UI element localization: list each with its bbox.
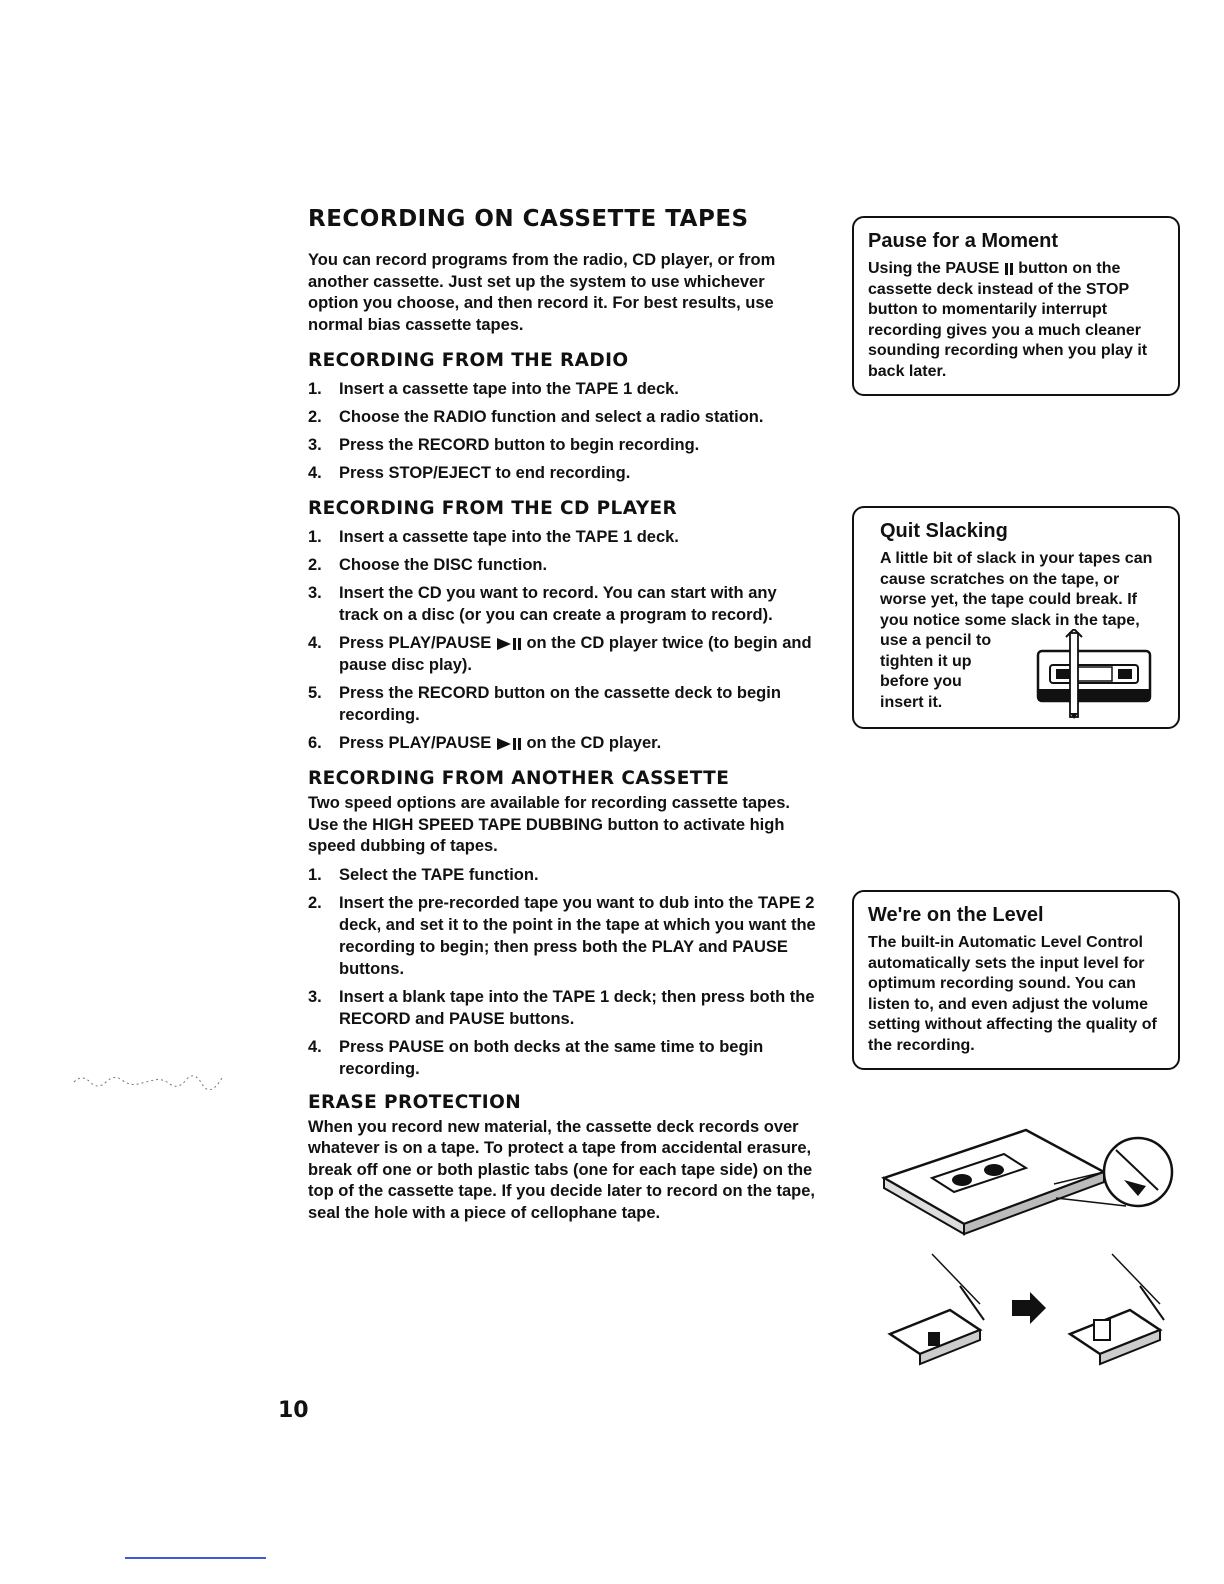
section-text: When you record new material, the cassette deck records over whatever is on a tape. To protect a tape from accidental erasure, break off one or both plastic tabs (one for each tape side) on the top of the cassette tape. If you decide later to record on the tape, seal the hole with a piece of cellophane tape.	[308, 1117, 816, 1222]
step-text: Press STOP/EJECT to end recording.	[339, 464, 631, 482]
step-text: Press the RECORD button on the cassette deck to begin recording.	[339, 684, 781, 724]
list-item	[308, 632, 818, 676]
page-title: RECORDING ON CASSETTE TAPES	[308, 206, 749, 232]
step-text: Insert a cassette tape into the TAPE 1 deck.	[339, 528, 679, 546]
cassette-tab-illustration	[876, 1120, 1176, 1250]
step-text: Insert the CD you want to record. You can start with any track on a disc (or you can create a program to record).	[339, 584, 777, 624]
tip-box-pause	[852, 216, 1180, 396]
tip-box-level	[852, 890, 1180, 1070]
list-item	[308, 1036, 818, 1080]
step-text: on the CD player twice (to begin and pause disc play).	[339, 634, 812, 674]
tip-text	[868, 259, 1164, 382]
list-item	[308, 526, 818, 548]
list-item	[308, 406, 818, 428]
list-item	[308, 434, 818, 456]
tip-line: insert it.	[880, 693, 943, 711]
steps-list	[308, 526, 818, 754]
list-item	[308, 986, 818, 1030]
tip-with-figure	[880, 631, 1164, 715]
pause-icon	[1004, 262, 1014, 276]
tip-text-part: button on the cassette deck instead of the STOP button to momentarily interrupt recording gives you a much cleaner sounding recording when you play it back later.	[868, 260, 1148, 380]
main-column	[308, 206, 818, 1224]
step-number: 4.	[308, 1037, 322, 1056]
tip-title: Quit Slacking	[880, 520, 1008, 542]
tip-text: A little bit of slack in your tapes can cause scratches on the tape, or worse yet, the tape could break. If you notice some slack in the tape,	[880, 550, 1153, 629]
step-text: Press PLAY/PAUSE	[339, 734, 492, 752]
step-number: 3.	[308, 987, 322, 1006]
steps-list	[308, 378, 818, 484]
list-item	[308, 864, 818, 886]
section-heading: RECORDING FROM THE RADIO	[308, 350, 629, 371]
section-heading: ERASE PROTECTION	[308, 1091, 522, 1113]
list-item	[308, 582, 818, 626]
step-number: 2.	[308, 556, 322, 574]
steps-list	[308, 864, 818, 1080]
step-text: Insert a cassette tape into the TAPE 1 deck.	[339, 380, 679, 398]
list-item	[308, 682, 818, 726]
list-item	[308, 378, 818, 400]
list-item	[308, 462, 818, 484]
step-number: 4.	[308, 464, 322, 482]
list-item	[308, 892, 818, 980]
section-intro: Two speed options are available for recording cassette tapes. Use the HIGH SPEED TAPE DUBBING button to activate high speed dubbing of tapes.	[308, 794, 791, 855]
intro-paragraph: You can record programs from the radio, CD player, or from another cassette. Just set up the system to use whichever option you choose, and then record it. For best results, use normal bias cassette tapes.	[308, 251, 776, 334]
tip-text: The built-in Automatic Level Control automatically sets the input level for optimum recording sound. You can listen to, and even adjust the volume setting without affecting the quality of the recording.	[868, 934, 1157, 1054]
tip-title: Pause for a Moment	[868, 230, 1059, 252]
step-text: Choose the RADIO function and select a radio station.	[339, 408, 764, 426]
step-text: Press PAUSE on both decks at the same time to begin recording.	[339, 1037, 764, 1078]
step-text: on the CD player.	[526, 734, 662, 752]
step-text: Insert a blank tape into the TAPE 1 deck; then press both the RECORD and PAUSE buttons.	[339, 987, 815, 1028]
tip-title: We're on the Level	[868, 904, 1044, 926]
step-number: 6.	[308, 734, 322, 752]
step-text: Select the TAPE function.	[339, 865, 539, 884]
cassette-pencil-illustration	[1032, 629, 1156, 719]
tip-line: tighten it up	[880, 652, 972, 670]
step-text: Press the RECORD button to begin recording.	[339, 436, 700, 454]
step-number: 2.	[308, 408, 322, 426]
step-text: Insert the pre-recorded tape you want to dub into the TAPE 2 deck, and set it to the point in the tape at which you want the recording to begin; then press both the PLAY and PAUSE buttons.	[339, 893, 816, 978]
tip-text-part: Using the PAUSE	[868, 260, 1000, 277]
tip-line: use a pencil to	[880, 632, 992, 649]
section-heading: RECORDING FROM THE CD PLAYER	[308, 498, 678, 519]
step-number: 3.	[308, 584, 322, 602]
tip-line: before you	[880, 673, 962, 690]
section-heading: RECORDING FROM ANOTHER CASSETTE	[308, 768, 730, 789]
step-number: 1.	[308, 865, 322, 884]
step-number: 5.	[308, 684, 322, 702]
list-item	[308, 732, 818, 754]
tip-box-slack	[852, 506, 1180, 729]
section-erase	[308, 1092, 818, 1225]
step-number: 1.	[308, 528, 322, 546]
list-item	[308, 554, 818, 576]
section-radio	[308, 350, 818, 484]
section-cd	[308, 498, 818, 754]
step-number: 1.	[308, 380, 322, 398]
play-pause-icon	[496, 637, 522, 651]
step-text: Choose the DISC function.	[339, 556, 548, 574]
scan-noise-mark	[72, 1072, 224, 1090]
scan-edge-line	[125, 1557, 266, 1559]
step-text: Press PLAY/PAUSE	[339, 634, 492, 652]
section-cassette	[308, 768, 818, 1080]
play-pause-icon	[496, 737, 522, 751]
step-number: 2.	[308, 893, 322, 912]
page-number: 10	[278, 1398, 309, 1423]
step-number: 4.	[308, 634, 322, 652]
tab-removal-illustration	[880, 1250, 1170, 1370]
step-number: 3.	[308, 436, 322, 454]
